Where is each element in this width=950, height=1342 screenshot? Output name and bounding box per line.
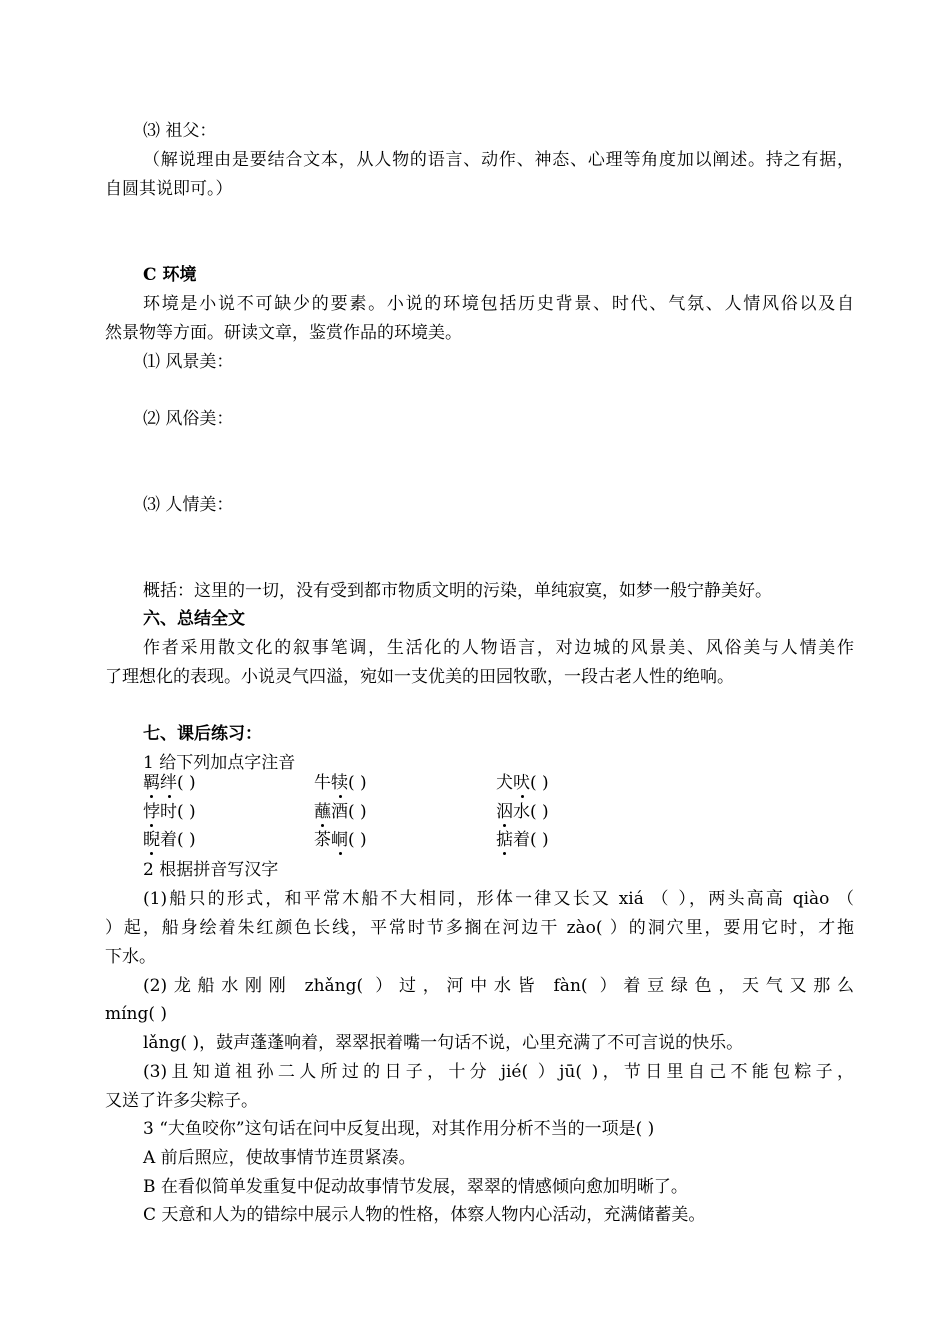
emphasis-dot [521,795,524,798]
q1-item: 泅水( ) [496,802,549,822]
environment-summary: 概括：这里的一切，没有受到都市物质文明的污染，单纯寂寞，如梦一般宁静美好。 [143,581,772,601]
q1-row [0,801,950,831]
q2-title: 2 根据拼音写汉字 [143,860,279,880]
emphasis-dot [503,852,506,855]
q1-item: 掂着( ) [496,830,549,850]
environment-item-customs: ⑵ 风俗美： [143,409,234,429]
section7-heading: 七、课后练习： [143,724,262,744]
q1-item: 茶峒( ) [314,830,367,850]
q3-option-a: A 前后照应，使故事情节连贯紧凑。 [143,1148,416,1168]
grandfather-note-line-1: （解说理由是要结合文本，从人物的语言、动作、神态、心理等角度加以阐述。持之有据， [143,150,854,170]
q2-passage-1-line-2: ）起，船身绘着朱红颜色长线，平常时节多搁在河边干 zào( ）的洞穴里，要用它时，才拖 [105,918,854,938]
q1-row [0,829,950,859]
q2-passage-3-line-1: (3)且知道祖孙二人所过的日子，十分 jié( ）jū( )，节日里自己不能包粽子， [143,1062,854,1082]
environment-intro-line-1: 环境是小说不可缺少的要素。小说的环境包括历史背景、时代、气氛、人情风俗以及自 [143,294,854,314]
q3-option-b: B 在看似简单发重复中促动故事情节发展，翠翠的情感倾向愈加明晰了。 [143,1177,688,1197]
emphasis-dot [321,824,324,827]
q1-item: 羁绊( ) [143,773,196,793]
section6-text-line-2: 了理想化的表现。小说灵气四溢，宛如一支优美的田园牧歌，一段古老人性的绝响。 [105,667,734,687]
q1-item: 牛犊( ) [314,773,367,793]
environment-intro-line-2: 然景物等方面。研读文章，鉴赏作品的环境美。 [105,323,462,343]
q1-title: 1 给下列加点字注音 [143,753,296,773]
q3-title: 3 “大鱼咬你”这句话在问中反复出现，对其作用分析不当的一项是( ) [143,1119,655,1139]
emphasis-dot [339,795,342,798]
q1-item: 蘸酒( ) [314,802,367,822]
q1-item: 悖时( ) [143,802,196,822]
grandfather-note-line-2: 自圆其说即可。） [105,179,233,199]
q2-passage-1-line-3: 下水。 [105,947,156,967]
q1-row [0,772,950,802]
grandfather-label: ⑶ 祖父： [143,121,217,141]
section6-heading: 六、总结全文 [143,609,245,629]
q2-passage-3-line-2: 又送了许多尖粽子。 [105,1091,258,1111]
q2-passage-2-line-2: míng( ) [105,1004,168,1024]
q2-passage-2-line-1: (2)龙船水刚刚 zhǎng( ）过，河中水皆 fàn( ）着豆绿色，天气又那么 [143,976,854,996]
section6-text-line-1: 作者采用散文化的叙事笔调，生活化的人物语言，对边城的风景美、风俗美与人情美作 [143,638,854,658]
emphasis-dot [339,852,342,855]
q3-option-c: C 天意和人为的错综中展示人物的性格，体察人物内心活动，充满储蓄美。 [143,1205,706,1225]
emphasis-dot [503,824,506,827]
emphasis-dot [150,824,153,827]
environment-item-scenery: ⑴ 风景美： [143,352,234,372]
q1-item: 睨着( ) [143,830,196,850]
emphasis-dot [150,795,153,798]
emphasis-dot [150,852,153,855]
q2-passage-1-line-1: (1)船只的形式，和平常木船不大相同，形体一律又长又 xiá （ ），两头高高 qiào （ [143,889,854,909]
q1-item: 犬吠( ) [496,773,549,793]
environment-heading: C 环境 [143,265,197,285]
q2-passage-2-line-3: lǎng( )，鼓声蓬蓬响着，翠翠抿着嘴一句话不说，心里充满了不可言说的快乐。 [143,1033,744,1053]
environment-item-human: ⑶ 人情美： [143,495,234,515]
emphasis-dot [168,795,171,798]
